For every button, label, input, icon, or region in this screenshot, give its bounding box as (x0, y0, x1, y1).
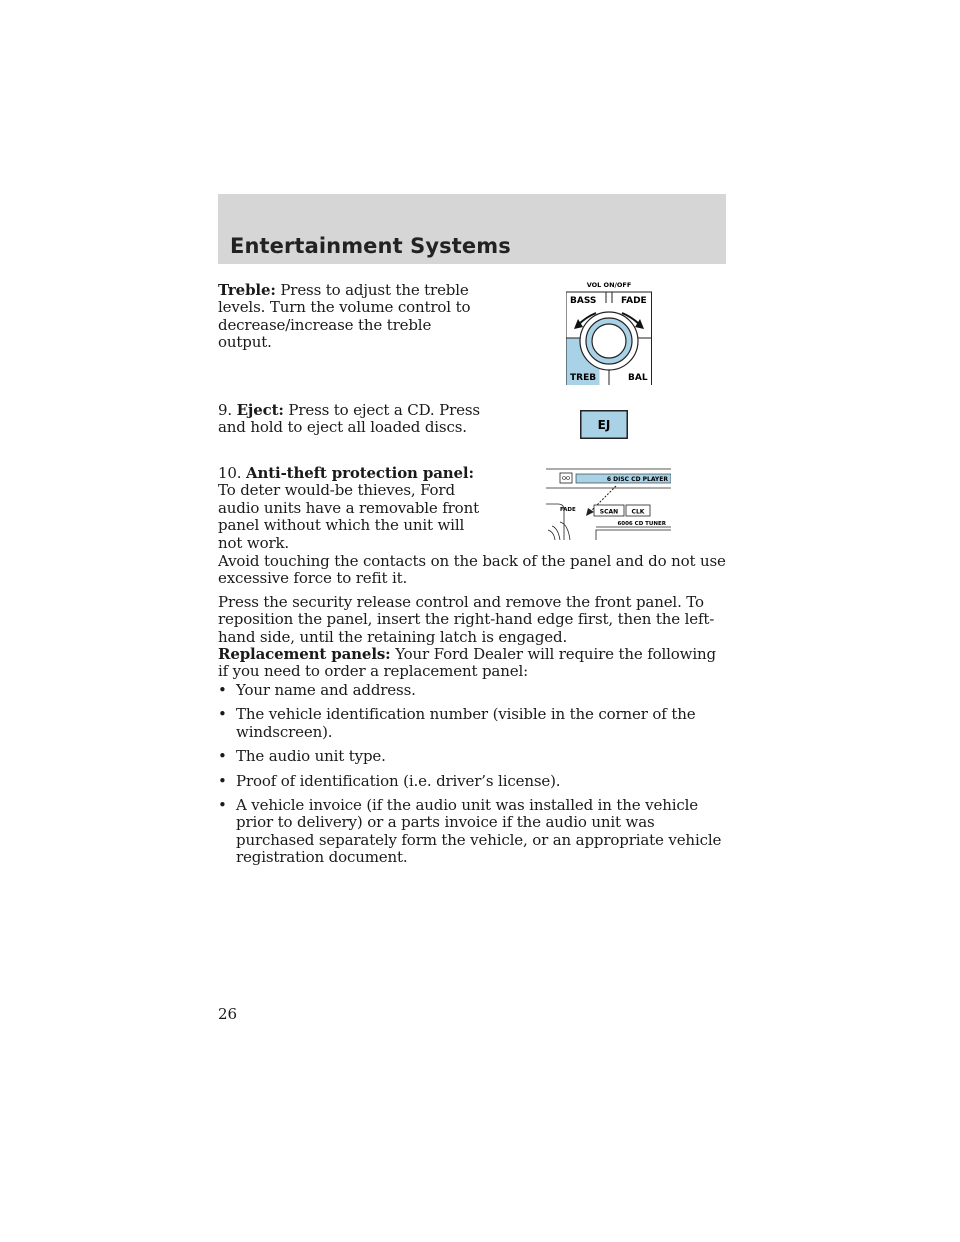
antitheft-label: Anti-theft protection panel: (246, 464, 474, 482)
list-item: • The audio unit type. (218, 747, 386, 766)
requirements-list (218, 682, 728, 874)
antitheft-number: 10. (218, 464, 242, 482)
knob-label-bass: BASS (570, 296, 597, 306)
section-title: Entertainment Systems (230, 234, 511, 258)
bullet-marker: • (218, 681, 227, 699)
bullet-marker: • (218, 771, 227, 790)
bullet-marker: • (218, 705, 227, 724)
avoid-paragraph: Avoid touching the contacts on the back of the panel and do not use excessive force to refit it. (218, 552, 726, 588)
bullet-marker: • (218, 747, 227, 766)
bullet-marker: • (218, 796, 227, 815)
section-header (218, 194, 726, 264)
treble-label: Treble: (218, 281, 276, 299)
eject-button-label: EJ (597, 418, 611, 432)
panel-label-clk: CLK (631, 508, 645, 516)
list-item: • The vehicle identification number (visible in the corner of the windscreen). (218, 705, 696, 741)
replacement-text: Your Ford Dealer will require the following if you need to order a replacement panel: (218, 645, 716, 681)
security-release-paragraph: Press the security release control and remove the front panel. To reposition the panel, insert the right-hand edge first, then the left-hand side, until the retaining latch is engaged. (218, 593, 715, 646)
eject-label: Eject: (236, 401, 284, 419)
page-number: 26 (218, 1005, 238, 1023)
eject-number: 9. (218, 401, 233, 419)
panel-label-tuner: 6006 CD TUNER (617, 521, 666, 527)
list-item: • Proof of identification (i.e. driver’s license). (218, 771, 561, 790)
treble-paragraph (218, 282, 480, 352)
knob-label-vol: VOL ON/OFF (586, 281, 632, 289)
panel-label-scan: SCAN (599, 508, 619, 516)
knob-center (592, 324, 626, 358)
volume-knob-diagram (566, 281, 652, 385)
list-item: • Your name and address. (218, 681, 416, 699)
knob-label-fade: FADE (621, 296, 647, 306)
treble-text: Press to adjust the treble levels. Turn the volume control to decrease/increase the treble output. (218, 281, 471, 352)
list-item: • A vehicle invoice (if the audio unit was installed in the vehicle prior to delivery) or a parts invoice if the audio unit was purchased separately form the vehicle, or an appropriate vehicle registration document. (218, 796, 722, 867)
panel-label-fade: FADE (560, 507, 576, 513)
antitheft-text: To deter would-be thieves, Ford audio units have a removable front panel without which the unit will not work. (218, 481, 479, 552)
knob-label-bal: BAL (628, 373, 648, 383)
front-panel-diagram (546, 466, 671, 540)
panel-label-cd-player: 6 DISC CD PLAYER (606, 476, 668, 483)
eject-paragraph (218, 402, 480, 437)
eject-button-diagram (580, 410, 628, 439)
knob-label-treb: TREB (570, 373, 597, 383)
eject-text: Press to eject a CD. Press and hold to eject all loaded discs. (218, 401, 480, 437)
antitheft-paragraph (218, 465, 480, 552)
replacement-paragraph (218, 646, 728, 681)
replacement-label: Replacement panels: (218, 645, 391, 663)
